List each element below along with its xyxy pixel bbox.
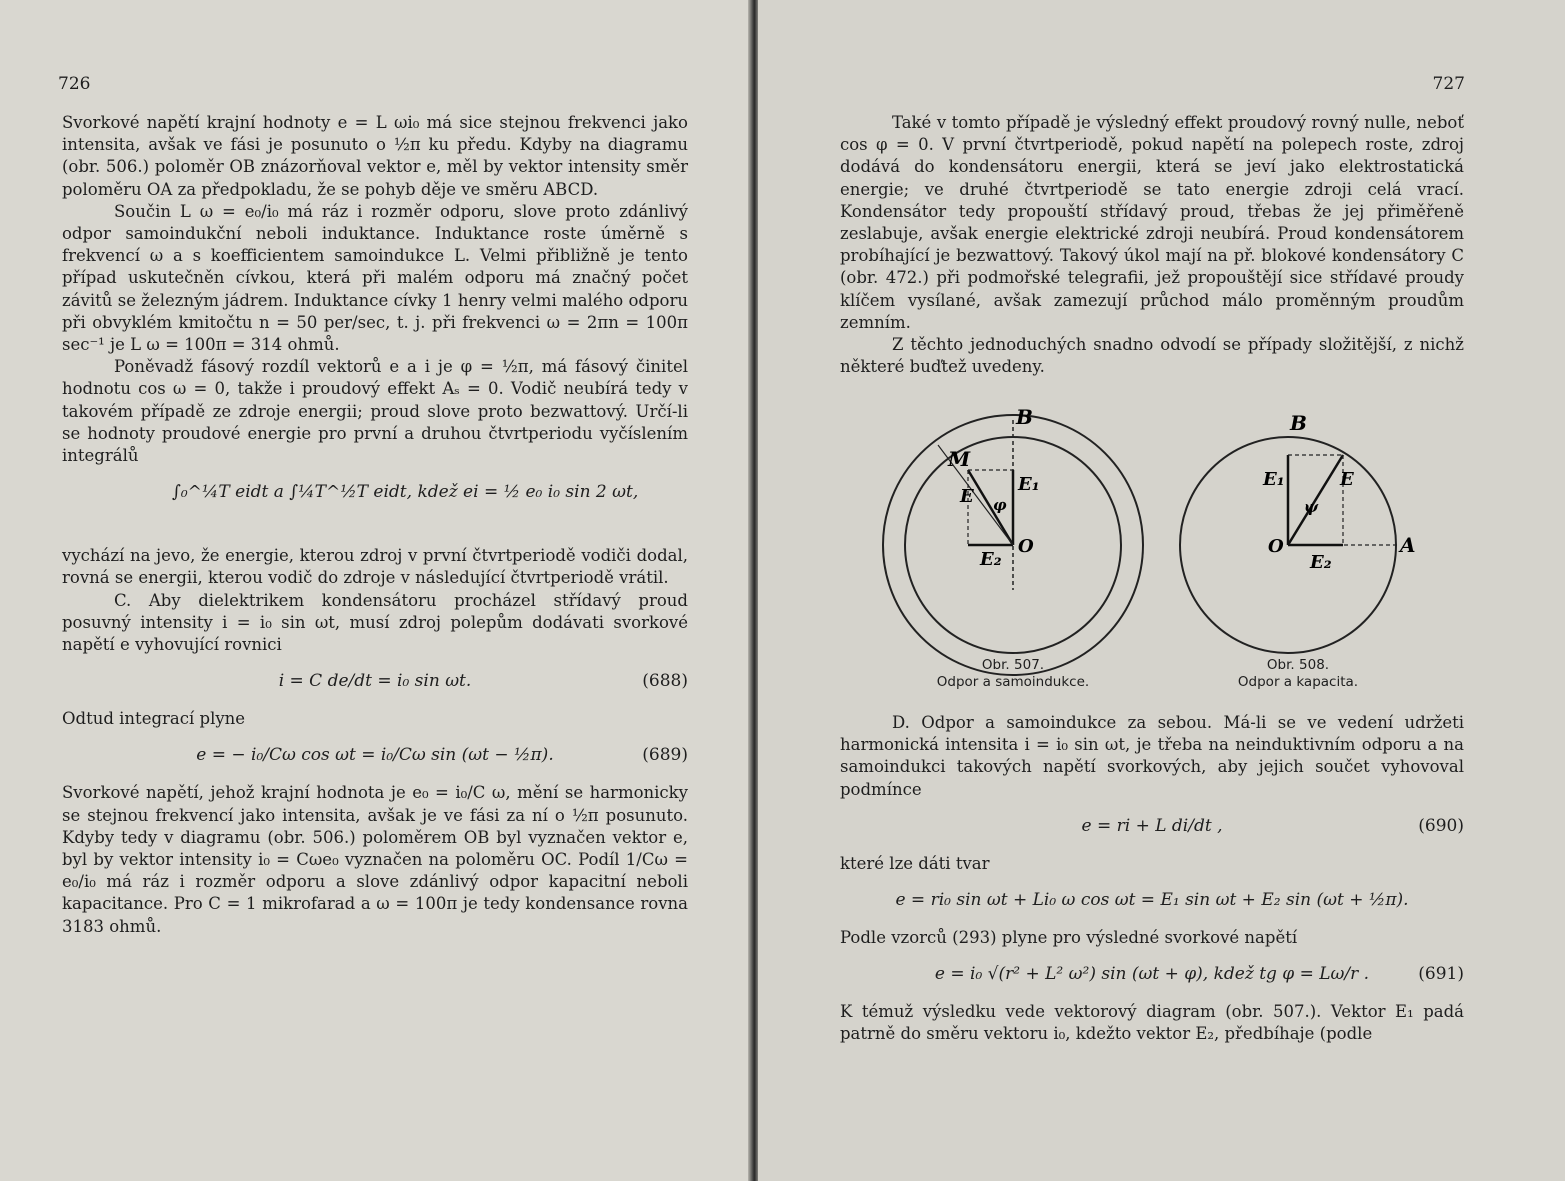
fig507-label-e2: E₂ xyxy=(980,549,1002,570)
figure-508-diagram xyxy=(1180,411,1416,653)
caption-number: Obr. 507. xyxy=(981,657,1045,673)
paragraph: Svorkové napětí, jehož krajní hodnota je e₀ = i₀/C ω, mění se harmonicky se stejnou frekvencí jako intensita, avšak je ve fási za ní o ½π posunuto. Kdyby tedy v diagramu (obr. 506.) poloměrem OB byl vyznačen vektor e, byl by vektor intensity i₀ = Cωe₀ vyznačen na poloměru OC. Podíl 1/Cω = e₀/i₀ má ráz i rozměr odporu a slove zdánlivý odpor kapacitní neboli kapacitance. Pro C = 1 mikrofarad a ω = 100π je tedy kondensance rovna 3183 ohmů. xyxy=(62,783,688,936)
paragraph: K témuž výsledku vede vektorový diagram (obr. 507.). Vektor E₁ padá patrně do směru vektoru i₀, kdežto vektor E₂, předbíhaje (podle xyxy=(840,1002,1464,1044)
figure-508-caption xyxy=(1198,657,1398,691)
equation-691 xyxy=(840,955,1464,995)
equation-number: (689) xyxy=(642,745,688,766)
figures xyxy=(838,400,1538,700)
fig508-label-a: A xyxy=(1400,533,1416,557)
paragraph: Odtud integrací plyne xyxy=(62,709,246,729)
paragraph: Také v tomto případě je výsledný effekt proudový rovný nulle, neboť cos φ = 0. V první čtvrtperiodě, pokud napětí na polepech roste, zdroj dodává do kondensátoru energii, která se jeví jako elektrostatická energie; ve druhé čtvrtperiodě se tato energie zdroji celá vrací. Kondensátor tedy propouští střídavý proud, třebas že jej přiměřeně zeslabuje, avšak energie elektrické zdroji neubírá. Proud kondensátorem probíhající je bezwattový. Takový úkol mají na př. blokové kondensátory C (obr. 472.) při podmořské telegrafii, jež propouštějí sice střídavé proudy klíčem vysílané, avšak zamezují průchod málo proměnným proudům zemním. xyxy=(840,113,1464,332)
fig507-label-phi: φ xyxy=(993,496,1007,514)
integral-expressions xyxy=(62,467,688,545)
paragraph: Poněvadž fásový rozdíl vektorů e a i je φ = ½π, má fásový činitel hodnotu cos ω = 0, takže i proudový effekt Aₛ = 0. Vodič neubírá tedy v takovém případě ze zdroje energii; proud slove proto bezwattový. Určí-li se hodnoty proudové energie pro první a druhou čtvrtperiodu vyčíslením integrálů xyxy=(62,357,688,466)
fig508-label-psi: ψ xyxy=(1304,498,1319,516)
equation: i = C de/dt = i₀ sin ωt. xyxy=(278,671,472,692)
equation: e = − i₀/Cω cos ωt = i₀/Cω sin (ωt − ½π). xyxy=(196,745,554,766)
page-number-left: 726 xyxy=(58,74,91,94)
left-page-text xyxy=(62,112,688,938)
equation: e = i₀ √(r² + L² ω²) sin (ωt + φ), kdež tg φ = Lω/r . xyxy=(934,964,1370,985)
paragraph: D. Odpor a samoindukce za sebou. Má-li se ve vedení udržeti harmonická intensita i = i₀ sin ωt, je třeba na neinduktivním odporu a na samoindukci takových napětí svorkových, aby jejich součet vyhovoval podmínce xyxy=(840,713,1464,799)
fig507-label-o: O xyxy=(1018,536,1034,557)
fig508-label-e1: E₁ xyxy=(1263,469,1285,490)
caption-title: Odpor a kapacita. xyxy=(1237,674,1359,690)
paragraph: které lze dáti tvar xyxy=(840,853,990,873)
paragraph: Svorkové napětí krajní hodnoty e = L ωi₀ má sice stejnou frekvenci jako intensita, avšak ve fási je posunuto o ½π ku předu. Kdyby na diagramu (obr. 506.) poloměr OB znázorňoval vektor e, měl by vektor intensity směr poloměru OA za předpokladu, že se pohyb děje ve směru ABCD. xyxy=(62,113,688,199)
equation: e = ri₀ sin ωt + Li₀ ω cos ωt = E₁ sin ωt + E₂ sin (ωt + ½π). xyxy=(895,890,1409,911)
right-page-text-bottom xyxy=(840,712,1464,1046)
figure-507-caption xyxy=(918,657,1108,691)
fig508-label-e2: E₂ xyxy=(1310,552,1332,573)
page-number-right: 727 xyxy=(1432,74,1465,94)
fig508-label-b: B xyxy=(1290,411,1307,435)
equation-number: (691) xyxy=(1418,964,1464,985)
paragraph: Podle vzorců (293) plyne pro výsledné svorkové napětí xyxy=(840,928,1298,948)
paragraph: vychází na jevo, že energie, kterou zdroj v první čtvrtperiodě vodiči dodal, rovná se energii, kterou vodič do zdroje v následující čtvrtperiodě vrátil. xyxy=(62,546,688,588)
paragraph: Z těchto jednoduchých snadno odvodí se případy složitější, z nichž některé buďtež uvedeny. xyxy=(840,335,1464,377)
equation-number: (688) xyxy=(642,671,688,692)
equation: e = ri + L di/dt , xyxy=(1081,815,1223,836)
left-page xyxy=(0,0,752,1181)
equation-690 xyxy=(840,807,1464,847)
paragraph: C. Aby dielektrikem kondensátoru procházel střídavý proud posuvný intensity i = i₀ sin ωt, musí zdroj polepům dodávati svorkové napětí e vyhovující rovnici xyxy=(62,590,688,655)
fig507-label-b: B xyxy=(1016,405,1033,429)
vector-diagrams xyxy=(838,400,1538,700)
caption-number: Obr. 508. xyxy=(1266,657,1330,673)
fig507-label-m: M xyxy=(948,447,971,471)
fig507-label-e: E xyxy=(960,486,974,507)
fig508-label-o: O xyxy=(1268,536,1284,557)
equation-688 xyxy=(62,662,688,702)
equation-form xyxy=(840,881,1464,921)
caption-title: Odpor a samoindukce. xyxy=(936,674,1090,690)
fig507-label-e1: E₁ xyxy=(1018,474,1040,495)
figure-507-diagram xyxy=(883,405,1143,675)
equation: ∫₀^¼T eidt a ∫¼T^½T eidt, kdež ei = ½ e₀ i₀ sin 2 ωt, xyxy=(172,482,639,503)
fig508-label-e: E xyxy=(1340,469,1354,490)
equation-689 xyxy=(62,736,688,776)
paragraph: Součin L ω = e₀/i₀ má ráz i rozměr odporu, slove proto zdánlivý odpor samoindukční neboli induktance. Induktance roste úměrně s frekvencí ω a s koefficientem samoindukce L. Velmi přibližně je tento případ uskutečněn cívkou, která při malém odporu má značný počet závitů se železným jádrem. Induktance cívky 1 henry velmi malého odporu při obvyklém kmitočtu n = 50 per/sec, t. j. při frekvenci ω = 2πn = 100π sec⁻¹ je L ω = 100π = 314 ohmů. xyxy=(62,201,688,355)
equation-number: (690) xyxy=(1418,815,1464,836)
right-page xyxy=(758,0,1565,1181)
right-page-text-top xyxy=(840,112,1464,378)
